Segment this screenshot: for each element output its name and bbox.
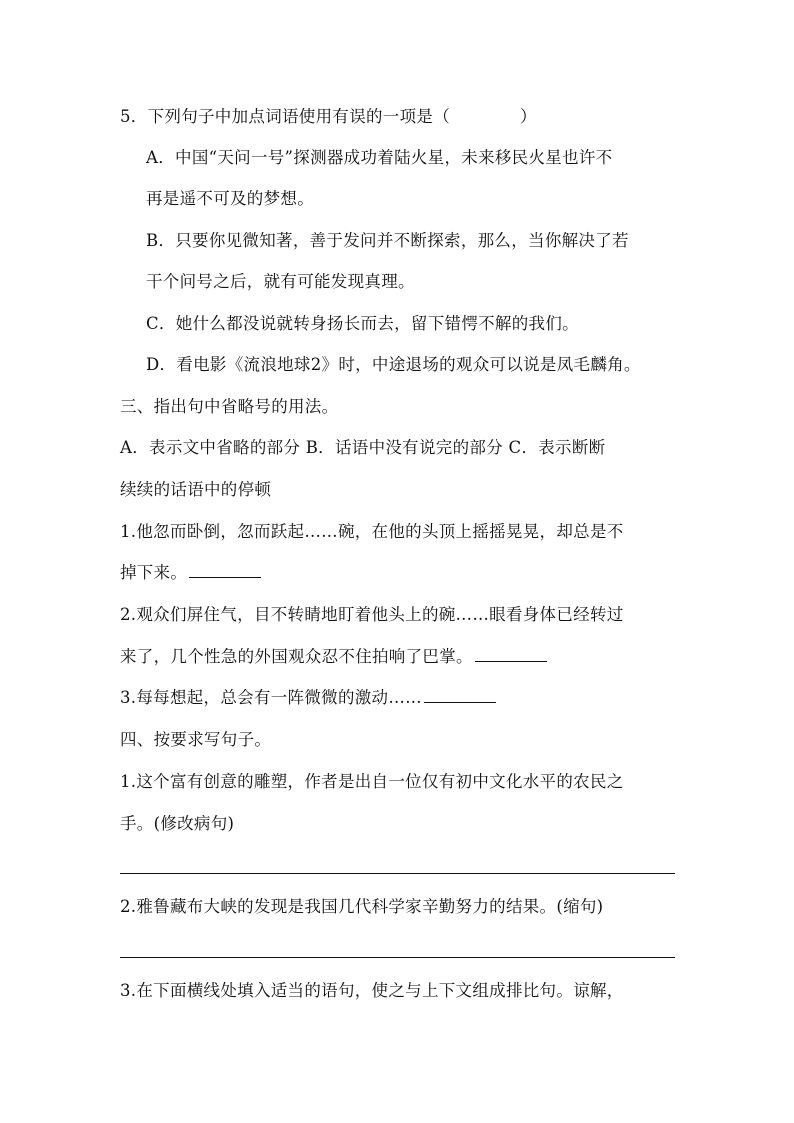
section4-q1-line1: 1.这个富有创意的雕塑，作者是出自一位仅有初中文化水平的农民之 xyxy=(120,772,624,791)
section3-sentence2-line1: 2.观众们屏住气，目不转睛地盯着他头上的碗……眼看身体已经转过 xyxy=(120,605,624,624)
q5-stem xyxy=(120,105,537,129)
answer-line-1[interactable] xyxy=(120,873,675,874)
q5-stem-text: 5．下列句子中加点词语使用有误的一项是（ xyxy=(120,107,450,126)
answer-line-2[interactable] xyxy=(120,957,675,958)
section3-sentence1-text: 掉下来。 xyxy=(120,563,188,582)
q5-option-c: C．她什么都没说就转身扬长而去，留下错愕不解的我们。 xyxy=(146,314,579,333)
q5-option-d: D．看电影《流浪地球2》时，中途退场的观众可以说是凤毛麟角。 xyxy=(146,355,641,374)
section4-q1-line2: 手。(修改病句) xyxy=(120,814,235,833)
answer-blank-1[interactable] xyxy=(189,561,261,578)
section3-options-line1: A．表示文中省略的部分 B．话语中没有说完的部分 C．表示断断 xyxy=(120,438,606,457)
q5-option-b-line2: 干个问号之后，就有可能发现真理。 xyxy=(146,272,415,291)
section3-sentence2-text: 来了，几个性急的外国观众忍不住拍响了巴掌。 xyxy=(120,647,473,666)
section3-sentence1-line2 xyxy=(120,561,261,585)
section3-sentence1-line1: 1.他忽而卧倒，忽而跃起……碗，在他的头顶上摇摇晃晃，却总是不 xyxy=(120,522,624,541)
q5-option-a-line2: 再是遥不可及的梦想。 xyxy=(146,189,314,208)
section3-title: 三、指出句中省略号的用法。 xyxy=(120,397,339,416)
q5-option-a-line1: A．中国“天问一号”探测器成功着陆火星，未来移民火星也许不 xyxy=(146,148,613,167)
section3-sentence2-line2 xyxy=(120,645,547,669)
section3-sentence3-text: 3.每每想起，总会有一阵微微的激动…… xyxy=(120,688,422,707)
section4-q2: 2.雅鲁藏布大峡的发现是我国几代科学家辛勤努力的结果。(缩句) xyxy=(120,897,604,916)
q5-option-b-line1: B．只要你见微知著，善于发问并不断探索，那么，当你解决了若 xyxy=(146,231,629,250)
section3-sentence3 xyxy=(120,686,496,710)
q5-stem-close: ） xyxy=(520,107,537,126)
answer-blank-3[interactable] xyxy=(424,686,496,703)
answer-blank-2[interactable] xyxy=(475,645,547,662)
section4-q3-line1: 3.在下面横线处填入适当的语句，使之与上下文组成排比句。谅解， xyxy=(120,981,624,1000)
section4-title: 四、按要求写句子。 xyxy=(120,730,272,749)
section3-options-line2: 续续的话语中的停顿 xyxy=(120,480,272,499)
